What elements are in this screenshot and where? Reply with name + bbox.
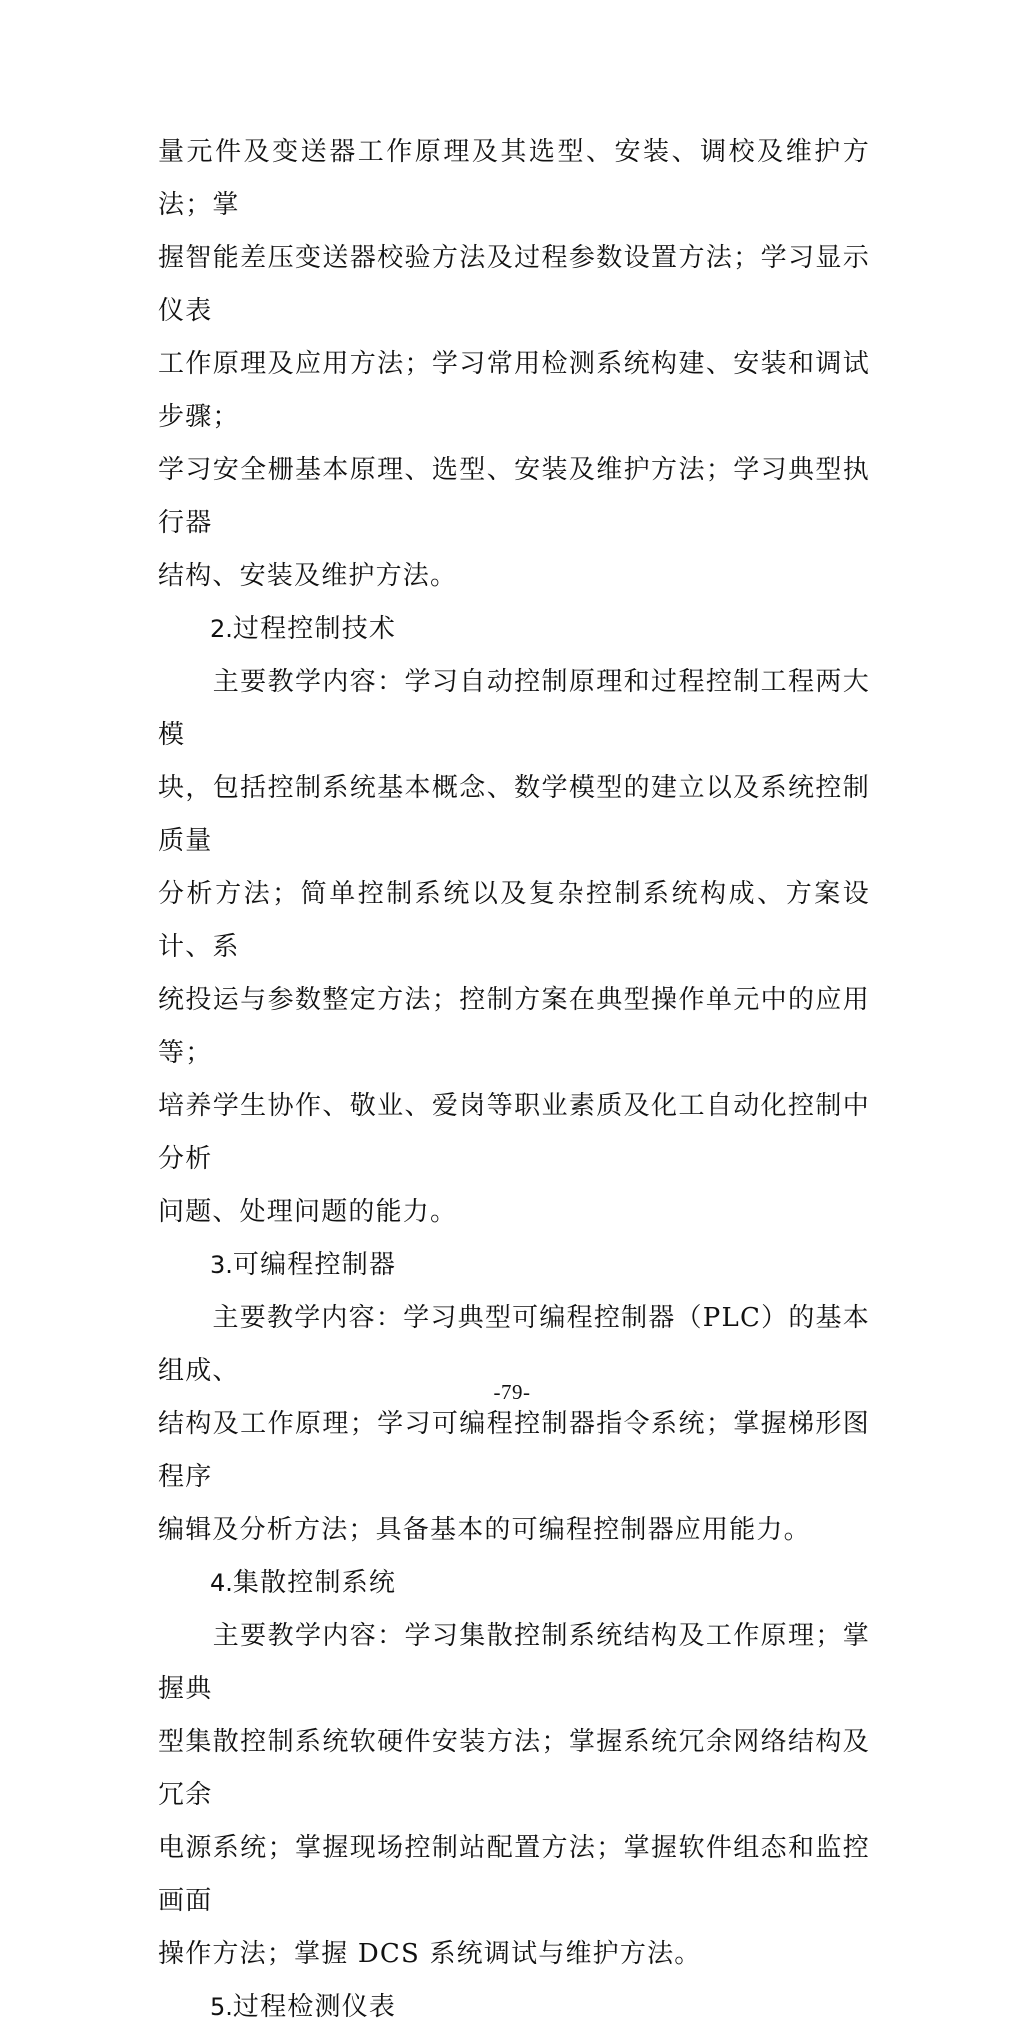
section-title: 过程控制技术 <box>232 614 397 644</box>
page-number: -79- <box>493 1380 531 1404</box>
paragraph-plc: 主要教学内容：学习典型可编程控制器（PLC）的基本组成、 结构及工作原理；学习可编程控制器指令系统；掌握梯形图程序 编辑及分析方法；具备基本的可编程控制器应用能力。 <box>158 1303 870 1545</box>
section-number: 3. <box>210 1251 233 1279</box>
section-title: 可编程控制器 <box>232 1250 397 1280</box>
document-body <box>158 126 870 2034</box>
section-heading-4 <box>158 1557 870 1610</box>
section-title: 过程检测仪表 <box>232 1992 397 2022</box>
section-number: 5. <box>210 1993 233 2021</box>
section-heading-5 <box>158 1981 870 2034</box>
paragraph-dcs: 主要教学内容：学习集散控制系统结构及工作原理；掌握典 型集散控制系统软硬件安装方法；掌握系统冗余网络结构及冗余 电源系统；掌握现场控制站配置方法；掌握软件组态和监控画面 操作方法；掌握 DCS 系统调试与维护方法。 <box>158 1621 870 1969</box>
section-number: 2. <box>210 615 233 643</box>
section-heading-2 <box>158 603 870 656</box>
paragraph-process-control: 主要教学内容：学习自动控制原理和过程控制工程两大模 块，包括控制系统基本概念、数学模型的建立以及系统控制质量 分析方法；简单控制系统以及复杂控制系统构成、方案设计、系 统投运与参数整定方法；控制方案在典型操作单元中的应用等； 培养学生协作、敬业、爱岗等职业素质及化工自动化控制中分析 问题、处理问题的能力。 <box>158 667 870 1227</box>
section-heading-3 <box>158 1239 870 1292</box>
section-number: 4. <box>210 1569 233 1597</box>
paragraph-continuation: 量元件及变送器工作原理及其选型、安装、调校及维护方法；掌 握智能差压变送器校验方法及过程参数设置方法；学习显示仪表 工作原理及应用方法；学习常用检测系统构建、安装和调试步骤； 学习安全栅基本原理、选型、安装及维护方法；学习典型执行器 结构、安装及维护方法。 <box>158 137 870 591</box>
section-title: 集散控制系统 <box>232 1568 397 1598</box>
